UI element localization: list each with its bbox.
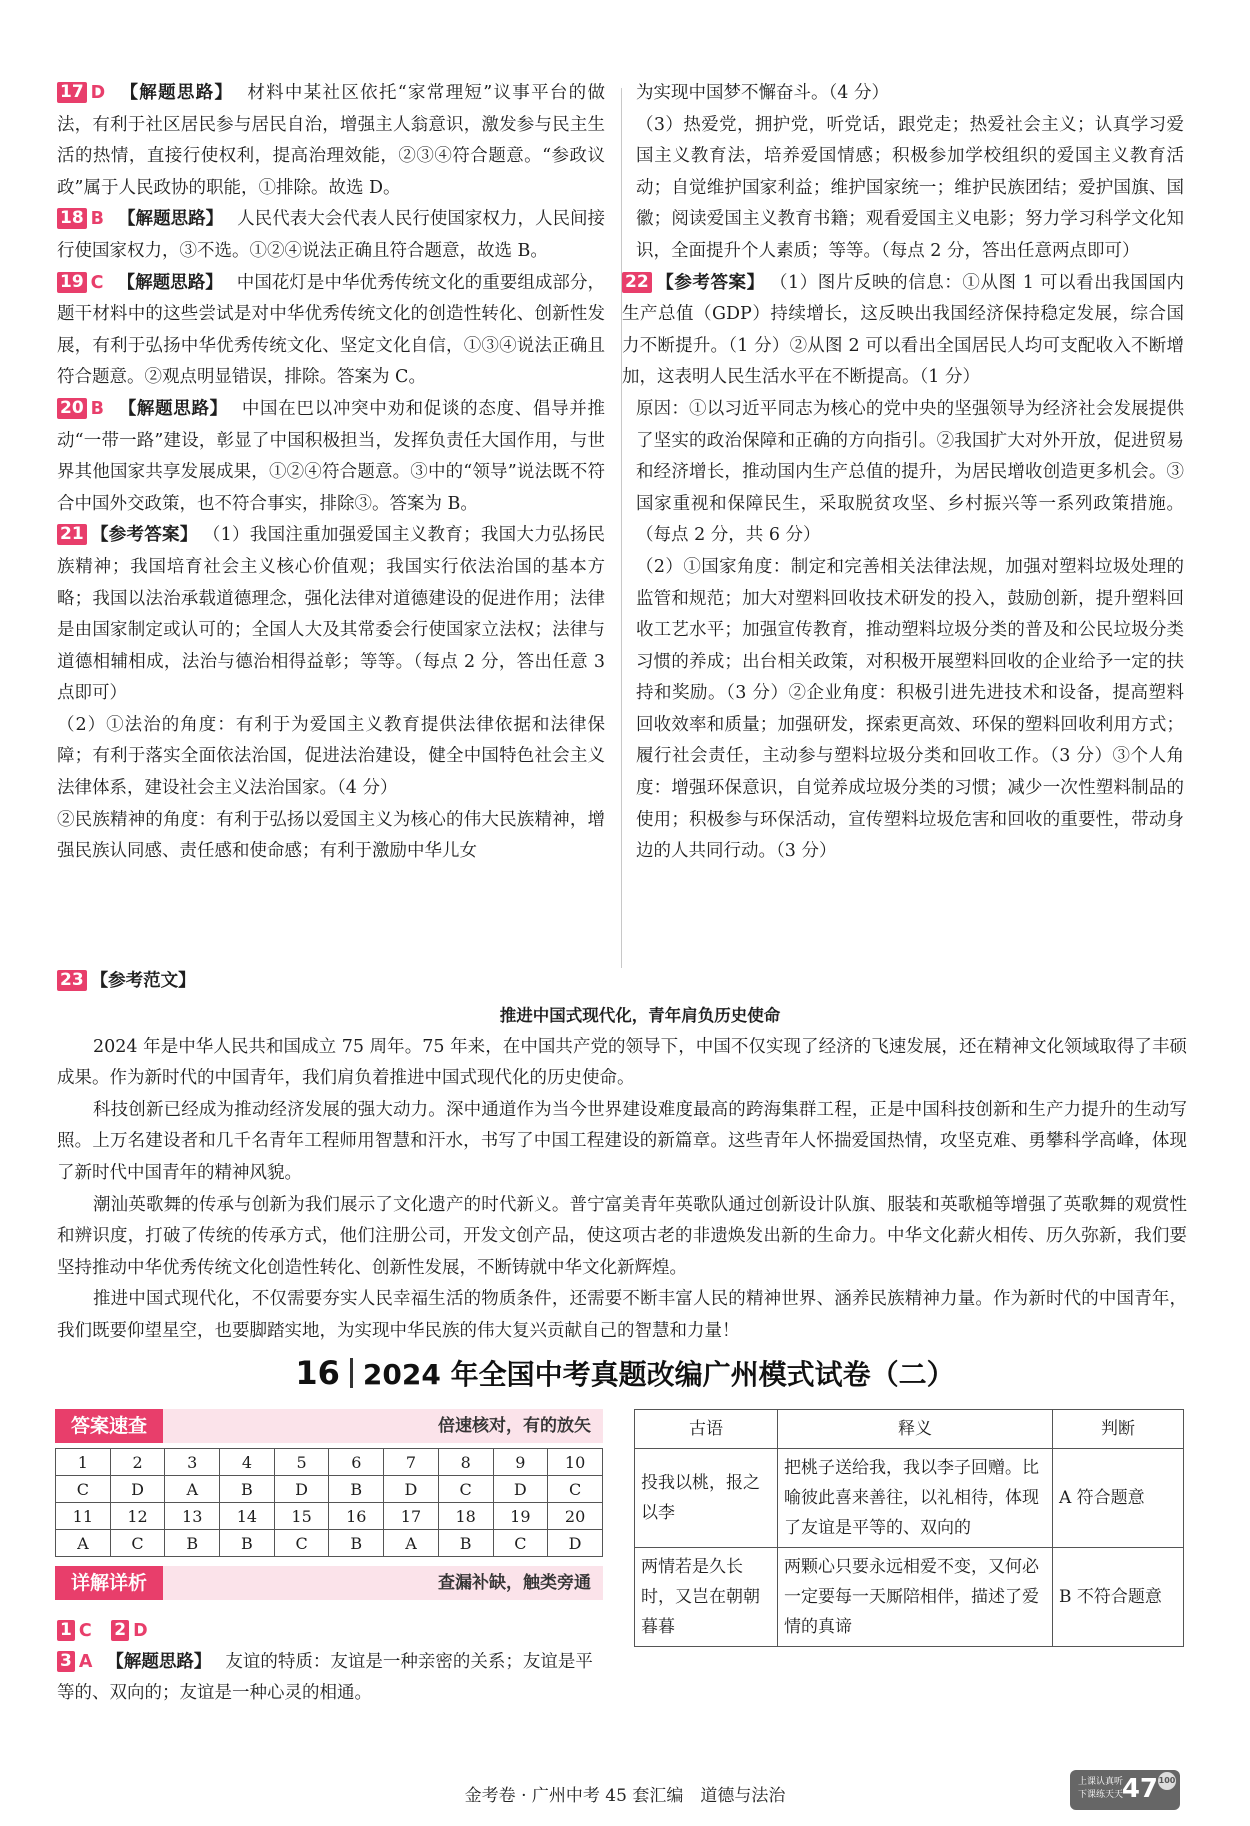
question-number: 22 [622,272,652,293]
table-header-row [635,1410,1184,1449]
page-number-badge [1070,1770,1180,1810]
essay-title: 推进中国式现代化，青年肩负历史使命 [499,1006,781,1025]
question-answer: C [78,1621,92,1641]
answer-cell: C [493,1530,548,1557]
question-number-cell: 8 [438,1449,493,1476]
left-column [57,78,605,868]
section-tag: 【解题思路】 [118,209,224,230]
answer-cell: B [220,1476,275,1503]
answer-cell: C [548,1476,603,1503]
answer-cell: B [220,1530,275,1557]
right-column [622,78,1184,868]
answer-cell: A [384,1530,439,1557]
band-slogan: 查漏补缺，触类旁通 [438,1573,591,1593]
band-label: 答案速查 [55,1409,163,1443]
question-answer: C [90,272,104,293]
paper-title-text: 2024 年全国中考真题改编广州模式试卷（二） [362,1358,955,1391]
question-number-cell: 4 [220,1449,275,1476]
section-tag: 【解题思路】 [106,1652,212,1672]
band-label: 详解详析 [55,1566,163,1600]
answer-cell: D [493,1476,548,1503]
footer-book-title: 金考卷 · 广州中考 45 套汇编 道德与法治 [464,1786,786,1806]
judgement-cell: A 符合题意 [1053,1449,1184,1548]
question-21 [57,520,605,710]
answer-cell: D [384,1476,439,1503]
table-row [56,1530,603,1557]
section-tag: 【解题思路】 [118,398,228,419]
section-tag: 【参考答案】 [655,272,765,293]
question-22 [622,268,1184,394]
question-number-cell: 3 [165,1449,220,1476]
judgement-cell: B 不符合题意 [1053,1548,1184,1647]
detail-explanations [57,1616,605,1709]
question-number-cell: 1 [56,1449,111,1476]
band-slogan: 倍速核对，有的放矢 [438,1416,591,1436]
question-number-cell: 7 [384,1449,439,1476]
question-answer: B [90,209,105,230]
section-tag: 【解题思路】 [119,83,234,103]
answer-cell: A [56,1530,111,1557]
answer-paragraph: ②民族精神的角度：有利于弘扬以爱国主义为核心的伟大民族精神，增强民族认同感、责任感和使命感；有利于激励中华儿女 [57,809,605,862]
column-header: 释义 [778,1410,1053,1449]
question-number: 17 [57,82,87,103]
table-row [56,1476,603,1503]
answer-paragraph: （2）①法治的角度：有利于为爱国主义教育提供法律依据和法律保障；有利于落实全面依法治国，促进法治建设，健全中国特色社会主义法律体系，建设社会主义法治国家。（4 分） [57,714,605,799]
question-number-cell: 18 [438,1503,493,1530]
question-number-cell: 6 [329,1449,384,1476]
column-header: 判断 [1053,1410,1184,1449]
answer-paragraph: 为实现中国梦不懈奋斗。（4 分） [636,83,889,103]
answer-cell: A [165,1476,220,1503]
explanation-text: 友谊的特质：友谊是一种亲密的关系；友谊是平等的、双向的；友谊是一种心灵的相通。 [57,1652,593,1703]
question-number: 3 [57,1651,75,1672]
answer-table [55,1448,603,1557]
answer-cell: C [438,1476,493,1503]
answer-paragraph: （2）①国家角度：制定和完善相关法律法规，加强对塑料垃圾处理的监管和规范；加大对塑料回收技术研发的投入，鼓励创新，提升塑料回收工艺水平；加强宣传教育，推动塑料垃圾分类的普及和公民垃圾分类习惯的养成；出台相关政策，对积极开展塑料回收的企业给予一定的扶持和奖励。（3 分）②企业角度：积极引进先进技术和设备，提高塑料回收效率和质量；加强研发，探索更高效、环保的塑料回收利用方式；履行社会责任，主动参与塑料垃圾分类和回收工作。（3 分）③个人角度：增强环保意识，自觉养成垃圾分类的习惯；减少一次性塑料制品的使用；积极参与环保活动，宣传塑料垃圾危害和回收的重要性，带动身边的人共同行动。（3 分） [636,556,1184,862]
question-23-header [57,966,357,998]
essay-paragraph: 2024 年是中华人民共和国成立 75 周年。75 年来，在中国共产党的领导下，中国不仅实现了经济的飞速发展，还在精神文化领域取得了丰硕成果。作为新时代的中国青年，我们肩负着推进中国式现代化的历史使命。 [57,1036,1187,1089]
question-number: 23 [57,970,87,991]
question-number-cell: 12 [110,1503,165,1530]
question-number: 20 [57,398,87,419]
answer-cell: B [329,1476,384,1503]
table-row [56,1449,603,1476]
explanation-text: 人民代表大会代表人民行使国家权力，人民间接行使国家权力，③不选。①②④说法正确且符合题意，故选 B。 [57,209,606,261]
question-number: 18 [57,208,87,229]
question-number-cell: 15 [274,1503,329,1530]
explanation-text: 中国在巴以冲突中劝和促谈的态度、倡导并推动“一带一路”建设，彰显了中国积极担当，发挥负责任大国作用，与世界其他国家共享发展成果，①②④符合题意。③中的“领导”说法既不符合中国外交政策，也不符合事实，排除③。答案为 B。 [57,398,606,514]
table-row [635,1449,1184,1548]
answer-paragraph: 原因：①以习近平同志为核心的党中央的坚强领导为经济社会发展提供了坚实的政治保障和正确的方向指引。②我国扩大对外开放，促进贸易和经济增长，推动国内生产总值的提升，为居民增收创造更多机会。③国家重视和保障民生，采取脱贫攻坚、乡村振兴等一系列政策措施。（每点 2 分，共 6 分） [636,398,1184,546]
table-row [56,1503,603,1530]
page-number: 47 [1121,1774,1158,1804]
explanation-text: 材料中某社区依托“家常理短”议事平台的做法，有利于社区居民参与居民自治，增强主人翁意识，激发参与民主生活的热情，直接行使权利，提高治理效能，②③④符合题意。“参政议政”属于人民政协的职能，①排除。故选 D。 [57,83,605,198]
essay-paragraph: 科技创新已经成为推动经济发展的强大动力。深中通道作为当今世界建设难度最高的跨海集群工程，正是中国科技创新和生产力提升的生动写照。上万名建设者和几千名青年工程师用智慧和汗水，书写了中国工程建设的新篇章。这些青年人怀揣爱国热情，攻坚克难、勇攀科学高峰，体现了新时代中国青年的精神风貌。 [57,1099,1187,1183]
detail-explanation-band [55,1566,603,1600]
question-number: 1 [57,1620,75,1641]
section-tag: 【参考范文】 [90,971,196,991]
question-number-cell: 19 [493,1503,548,1530]
question-number: 2 [111,1620,129,1641]
question-number-cell: 17 [384,1503,439,1530]
essay-paragraph: 潮汕英歌舞的传承与创新为我们展示了文化遗产的时代新义。普宁富美青年英歌队通过创新设计队旗、服装和英歌槌等增强了英歌舞的观赏性和辨识度，打破了传统的传承方式，他们注册公司，开发文创产品，使这项古老的非遗焕发出新的生命力。中华文化薪火相传、历久弥新，我们要坚持推动中华优秀传统文化创造性转化、创新性发展，不断铸就中华文化新辉煌。 [57,1194,1187,1278]
meaning-cell: 把桃子送给我，我以李子回赠。比喻彼此喜来善往，以礼相待，体现了友谊是平等的、双向的 [778,1449,1053,1548]
question-answer: B [90,398,105,419]
model-essay [57,1000,1187,1348]
paper-title [0,1353,1250,1393]
question-number-cell: 2 [110,1449,165,1476]
question-17 [57,78,605,204]
idiom-cell: 两情若是久长时，又岂在朝朝暮暮 [635,1548,778,1647]
title-separator [350,1358,353,1388]
answer-text: （1）图片反映的信息：①从图 1 可以看出我国国内生产总值（GDP）持续增长，这反映出我国经济保持稳定发展，综合国力不断提升。（1 分）②从图 2 可以看出全国居民人均可支配收入不断增加，这表明人民生活水平在不断提高。（1 分） [622,272,1184,388]
column-header: 古语 [635,1410,778,1449]
question-answer: D [90,83,106,103]
question-3 [57,1647,605,1709]
meaning-cell: 两颗心只要永远相爱不变，又何必一定要每一天厮陪相伴，描述了爱情的真谛 [778,1548,1053,1647]
brand-logo-icon: 100 [1158,1772,1176,1790]
answer-cell: B [329,1530,384,1557]
question-number-cell: 11 [56,1503,111,1530]
answer-cell: D [110,1476,165,1503]
question-number-cell: 9 [493,1449,548,1476]
question-number-cell: 5 [274,1449,329,1476]
idiom-table [634,1409,1184,1647]
question-number-cell: 16 [329,1503,384,1530]
table-row [635,1548,1184,1647]
question-answer: D [133,1621,148,1641]
answer-cell: C [110,1530,165,1557]
answer-cell: D [274,1476,329,1503]
answer-cell: C [56,1476,111,1503]
answer-text: （1）我国注重加强爱国主义教育；我国大力弘扬民族精神；我国培育社会主义核心价值观；我国实行依法治国的基本方略；我国以法治承载道德理念，强化法律对道德建设的促进作用；法律是由国家制定或认可的；全国人大及其常委会行使国家立法权；法律与道德相辅相成，法治与德治相得益彰；等等。（每点 2 分，答出任意 3 点即可） [57,525,605,704]
question-number-cell: 14 [220,1503,275,1530]
answer-cell: D [548,1530,603,1557]
question-number-cell: 10 [548,1449,603,1476]
essay-paragraph: 推进中国式现代化，不仅需要夯实人民幸福生活的物质条件，还需要不断丰富人民的精神世界、涵养民族精神力量。作为新时代的中国青年，我们既要仰望星空，也要脚踏实地，为实现中华民族的伟大复兴贡献自己的智慧和力量！ [57,1289,1187,1341]
question-20 [57,394,605,520]
question-number-cell: 20 [548,1503,603,1530]
answer-paragraph: （3）热爱党，拥护党，听党话，跟党走；热爱社会主义；认真学习爱国主义教育法，培养爱国情感；积极参加学校组织的爱国主义教育活动；自觉维护国家利益；维护国家统一；维护民族团结；爱护国旗、国徽；阅读爱国主义教育书籍；观看爱国主义电影；努力学习科学文化知识，全面提升个人素质；等等。（每点 2 分，答出任意两点即可） [636,114,1184,261]
answer-quick-check-band [55,1409,603,1443]
paper-number: 16 [295,1354,340,1392]
question-number: 21 [57,524,87,545]
quick-answers-line [57,1616,605,1647]
section-tag: 【解题思路】 [117,272,223,293]
question-18 [57,204,605,267]
question-answer: A [78,1652,93,1672]
answer-cell: C [274,1530,329,1557]
explanation-text: 中国花灯是中华优秀传统文化的重要组成部分，题干材料中的这些尝试是对中华优秀传统文化的创造性转化、创新性发展，有利于弘扬中华优秀传统文化、坚定文化自信，①③④说法正确且符合题意。②观点明显错误，排除。答案为 C。 [57,272,606,388]
idiom-cell: 投我以桃，报之以李 [635,1449,778,1548]
answer-cell: B [165,1530,220,1557]
answer-cell: B [438,1530,493,1557]
question-number-cell: 13 [165,1503,220,1530]
question-19 [57,268,605,394]
badge-slogan: 上课认真听 下课练天天 [1078,1777,1124,1800]
column-divider [621,88,622,968]
section-tag: 【参考答案】 [90,525,198,546]
question-number: 19 [57,272,87,293]
